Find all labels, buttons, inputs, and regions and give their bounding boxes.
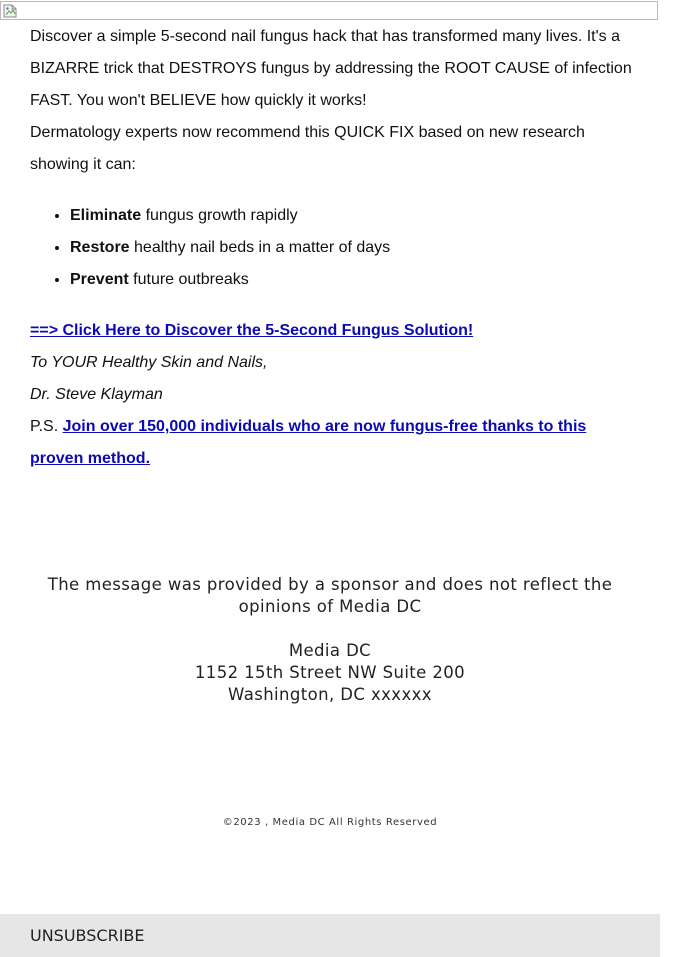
unsubscribe-bar: [0, 914, 660, 957]
company-name: Media DC: [288, 641, 372, 660]
benefit-keyword: Restore: [70, 239, 130, 256]
list-item: [70, 200, 640, 232]
benefit-text: future outbreaks: [128, 271, 249, 288]
benefit-keyword: Eliminate: [70, 207, 142, 224]
address-line-1: 1152 15th Street NW Suite 200: [194, 663, 466, 682]
cta-paragraph: [30, 315, 640, 347]
list-item: [70, 264, 640, 296]
broken-image-icon: [3, 4, 17, 18]
unsubscribe-link[interactable]: UNSUBSCRIBE: [30, 926, 145, 945]
copyright-notice: ©2023 , Media DC All Rights Reserved: [222, 817, 438, 828]
cta-link[interactable]: ==> Click Here to Discover the 5-Second Fungus Solution!: [30, 322, 474, 339]
intro-paragraph: Discover a simple 5-second nail fungus hack that has transformed many lives. It's a BIZARRE trick that DESTROYS fungus by addressing the ROOT CAUSE of infection FAST. You won't BELIEVE how quickly it works!: [30, 28, 632, 109]
ps-prefix: P.S.: [30, 418, 63, 435]
signoff-line: To YOUR Healthy Skin and Nails,: [30, 354, 268, 371]
benefits-list: [30, 200, 640, 296]
sponsor-disclaimer: [30, 574, 630, 706]
list-item: [70, 232, 640, 264]
address-line-2: Washington, DC xxxxxx: [228, 685, 432, 704]
ps-paragraph: [30, 411, 640, 475]
benefit-text: healthy nail beds in a matter of days: [129, 239, 391, 256]
ps-link[interactable]: Join over 150,000 individuals who are now fungus-free thanks to this proven method.: [30, 418, 587, 467]
signature-line: Dr. Steve Klayman: [30, 386, 163, 403]
email-body: [30, 21, 640, 475]
header-image: [0, 1, 658, 20]
disclaimer-text: The message was provided by a sponsor and does not reflect the opinions of Media DC: [47, 575, 613, 616]
research-paragraph: Dermatology experts now recommend this QUICK FIX based on new research showing it can:: [30, 124, 585, 173]
benefit-text: fungus growth rapidly: [141, 207, 298, 224]
benefit-keyword: Prevent: [70, 271, 129, 288]
